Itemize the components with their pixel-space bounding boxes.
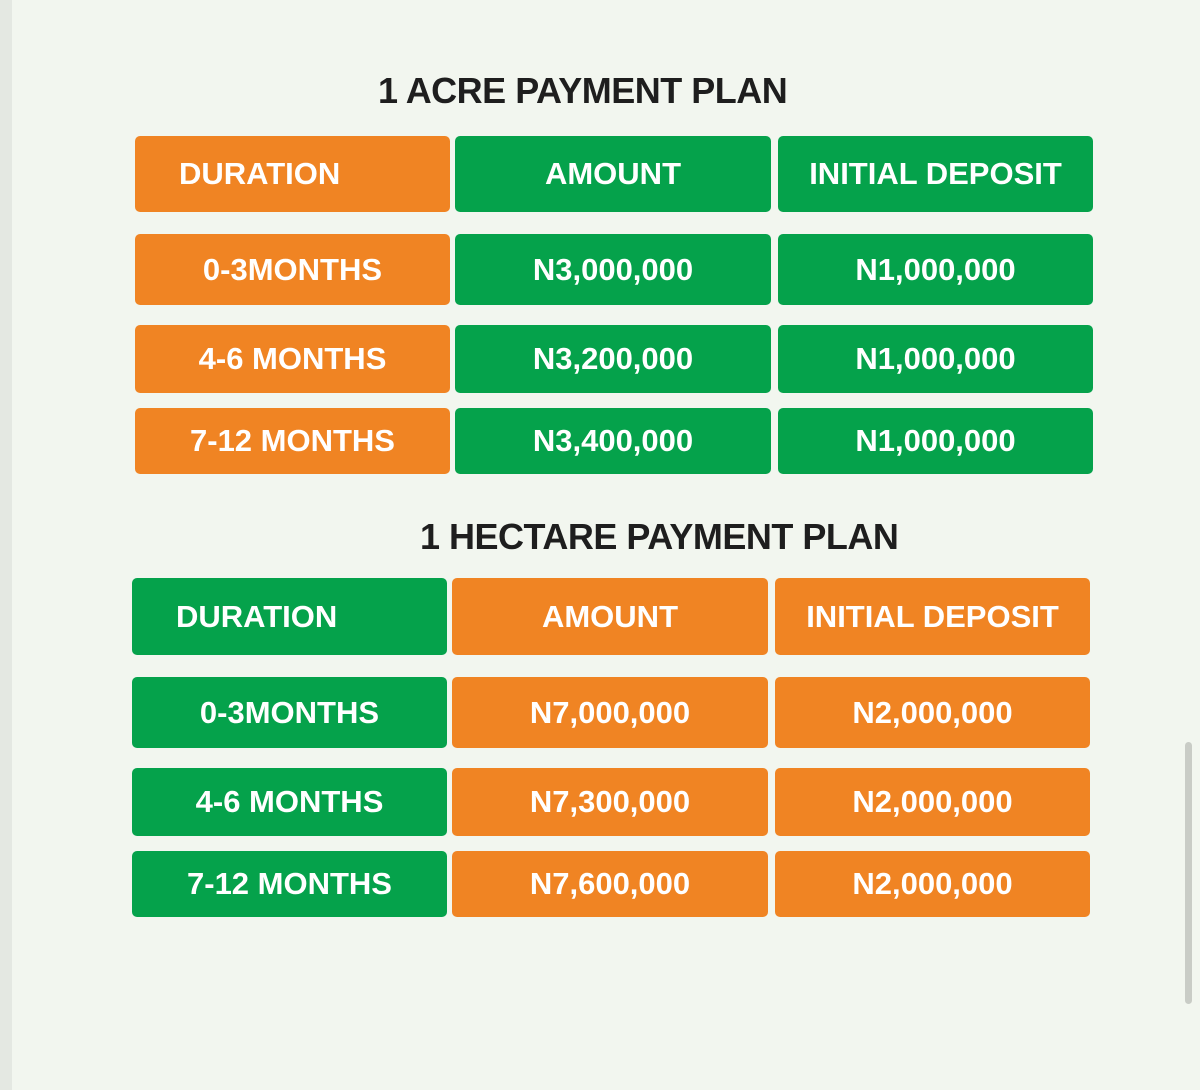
- acre-header-initial-deposit: INITIAL DEPOSIT: [778, 136, 1093, 212]
- acre-header-duration: DURATION: [135, 136, 450, 212]
- scrollbar-thumb[interactable]: [1185, 742, 1192, 1004]
- acre-row-3-initial-deposit: N1,000,000: [778, 408, 1093, 474]
- hectare-header-amount: AMOUNT: [452, 578, 768, 655]
- left-edge: [0, 0, 12, 1090]
- hectare-header-duration: DURATION: [132, 578, 447, 655]
- hectare-row-2-duration: 4-6 MONTHS: [132, 768, 447, 836]
- acre-row-2-initial-deposit: N1,000,000: [778, 325, 1093, 393]
- hectare-row-1-initial-deposit: N2,000,000: [775, 677, 1090, 748]
- hectare-header-initial-deposit: INITIAL DEPOSIT: [775, 578, 1090, 655]
- hectare-row-1-duration: 0-3MONTHS: [132, 677, 447, 748]
- hectare-row-2-amount: N7,300,000: [452, 768, 768, 836]
- acre-row-3-duration: 7-12 MONTHS: [135, 408, 450, 474]
- acre-row-1-duration: 0-3MONTHS: [135, 234, 450, 305]
- acre-row-2-amount: N3,200,000: [455, 325, 771, 393]
- hectare-row-1-amount: N7,000,000: [452, 677, 768, 748]
- hectare-row-3-amount: N7,600,000: [452, 851, 768, 917]
- hectare-row-2-initial-deposit: N2,000,000: [775, 768, 1090, 836]
- acre-row-1-initial-deposit: N1,000,000: [778, 234, 1093, 305]
- hectare-row-3-duration: 7-12 MONTHS: [132, 851, 447, 917]
- hectare-row-3-initial-deposit: N2,000,000: [775, 851, 1090, 917]
- acre-row-1-amount: N3,000,000: [455, 234, 771, 305]
- acre-header-amount: AMOUNT: [455, 136, 771, 212]
- acre-row-2-duration: 4-6 MONTHS: [135, 325, 450, 393]
- hectare-plan-title: 1 HECTARE PAYMENT PLAN: [420, 516, 899, 557]
- acre-row-3-amount: N3,400,000: [455, 408, 771, 474]
- acre-plan-title: 1 ACRE PAYMENT PLAN: [378, 70, 788, 111]
